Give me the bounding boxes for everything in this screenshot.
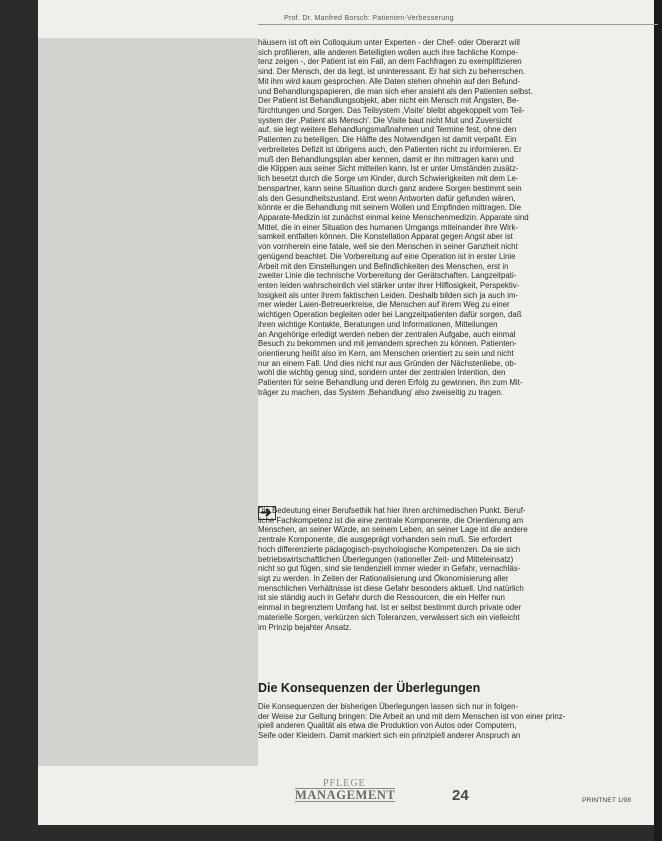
text-line: sind. Der Mensch, der da liegt, ist uninteressant. Er hat sich zu beherrschen. bbox=[258, 67, 526, 77]
text-line: muß den Behandlungsplan aber kennen, damit er ihn mittragen kann und bbox=[258, 154, 514, 164]
text-line: die Klippen aus seiner Sicht mitteilen kann. Ist er unter Umständen zusätz- bbox=[258, 164, 519, 174]
text-line: Besuch zu bekommen und mit jemandem sprechen zu können. Patienten- bbox=[258, 339, 517, 349]
text-line: Mittel, die in einer Situation des humanen Umgangs miteinander ihre Wirk- bbox=[258, 222, 519, 232]
text-line: und Behandlungspapieren, die man sich eher ansieht als den Patienten selbst. bbox=[258, 86, 533, 96]
text-line: mer wieder Laien-Betreuerkreise, die Menschen auf ihrem Weg zu einer bbox=[258, 300, 510, 310]
text-line: nur an einem Fall. Und dies nicht nur aus Gründen der Nächstenliebe, ob- bbox=[258, 358, 517, 368]
text-line: materielle Sorgen, verkürzen sich Toleranzen, verwässert sich ein vielleicht bbox=[258, 612, 520, 622]
issue-label: PRINTNET 1/98 bbox=[582, 797, 631, 804]
body-paragraph-3 bbox=[258, 702, 656, 741]
text-line: orientierung heißt also im Kern, am Menschen orientiert zu sein und nicht bbox=[258, 349, 514, 358]
section-heading: Die Konsequenzen der Überlegungen bbox=[258, 681, 481, 695]
text-line: Seife oder Kleidern. Damit markiert sich ein prinzipiell anderer Anspruch an bbox=[258, 731, 521, 741]
text-line: benspartner, kann seine Situation durch ganz andere Sorgen bestimmt sein bbox=[258, 183, 522, 193]
journal-logo bbox=[295, 778, 415, 802]
text-line: einmal in begrenztem Umfang hat. Ist er selbst bestimmt durch private oder bbox=[258, 603, 522, 613]
text-line: Mit ihm wird kaum gesprochen. Alle Daten stehen ohnehin auf den Befund- bbox=[258, 76, 520, 86]
running-head: Prof. Dr. Manfred Borsch: Patienten-Verbesserung bbox=[284, 13, 454, 22]
text-line: könnte er die Behandlung mit seinem Wollen und Empfinden mittragen. Die bbox=[258, 203, 522, 213]
text-line: fürchtungen und Sorgen. Das Teilsystem ‚Visite' bleibt abgekoppelt vom Teil- bbox=[258, 106, 525, 116]
text-line: wohl die wichtig genug sind, sondern unter der zentralen Intention, den bbox=[258, 368, 506, 378]
text-line: im Prinzip bejahter Ansatz. bbox=[258, 622, 352, 632]
text-line: als den Gesundheitszustand. Erst wenn Antworten dafür gefunden wären, bbox=[258, 193, 516, 203]
text-line: häusern ist oft ein Colloquium unter Experten - der Chef- oder Oberarzt will bbox=[258, 38, 520, 47]
text-line: hoch differenzierte pädagogisch-psychologische Kompetenzen. Da sie sich bbox=[258, 544, 521, 554]
body-paragraph-1 bbox=[258, 38, 656, 398]
text-line: Die Bedeutung einer Berufsethik hat hier ihren archimedischen Punkt. Beruf- bbox=[258, 506, 526, 515]
text-line: an Angehörige erledigt werden neben der zentralen Aufgabe, auch einmal bbox=[258, 329, 516, 339]
text-line: ihren wichtige Kontakte, Beratungen und Informationen, Mitteilungen bbox=[258, 319, 498, 329]
text-line: betriebswirtschaftlichen Überlegungen (rationeller Zeit- und Mitteleinsatz) bbox=[258, 554, 514, 564]
text-line: Patienten zu beteiligen. Die Hälfte des Notwendigen ist damit verpaßt. Ein bbox=[258, 135, 517, 145]
text-line: enten leiden wahrscheinlich viel stärker unter ihrer Hilflosigkeit, Perspektiv- bbox=[258, 280, 520, 290]
text-line: liche Fachkompetenz ist die eine zentrale Komponente, die Orientierung am bbox=[258, 515, 524, 525]
header-rule bbox=[258, 24, 658, 25]
text-line: samkeit entfalten können. Die Konstellation Apparat gegen Angst aber ist bbox=[258, 232, 513, 242]
text-line: nicht so gut fügen, sind sie tendenziell immer wieder in Gefahr, vernachläs- bbox=[258, 564, 521, 574]
text-line: menschlichen Verhältnisse ist diese Gefahr besonders aktuell. Und natürlich bbox=[258, 583, 524, 593]
left-margin-strip bbox=[38, 38, 258, 766]
text-line: lich besetzt durch die Sorge um Kinder, durch Schwierigkeiten mit dem Le- bbox=[258, 174, 519, 184]
logo-main-text: MANAGEMENT bbox=[295, 788, 396, 802]
text-line: Menschen, an seiner Würde, an seinem Leben, an seiner Lage ist die andere bbox=[258, 525, 528, 535]
text-line: Die Konsequenzen der bisherigen Überlegungen lassen sich nur in folgen- bbox=[258, 702, 519, 711]
logo-top-text: PFLEGE bbox=[323, 778, 366, 789]
text-line: Der Patient ist Behandlungsobjekt, aber nicht ein Mensch mit Ängsten, Be- bbox=[258, 96, 519, 106]
text-line: träger zu machen, das System ‚Behandlung' also zweiseitig zu tragen. bbox=[258, 387, 503, 397]
text-line: zweiter Linie die technische Vorbereitung der Gerätschaften. Langzeitpati- bbox=[258, 271, 517, 281]
text-line: genügend beachtet. Die Vorbereitung auf eine Operation ist in erster Linie bbox=[258, 251, 516, 261]
body-paragraph-2 bbox=[258, 506, 656, 632]
text-line: tenz zeigen -, der Patient ist ein Fall, an dem Fachfragen zu exemplifizieren bbox=[258, 57, 522, 67]
text-line: sigt zu werden. In Zeiten der Rationalisierung und Ökonomisierung aller bbox=[258, 574, 509, 584]
text-line: von vornherein eine fatale, weil sie den Menschen in seiner Ganzheit nicht bbox=[258, 242, 518, 252]
text-line: Apparate-Medizin ist zunächst einmal keine Menschenmedizin. Apparate sind bbox=[258, 212, 529, 222]
text-line: sich profilieren, alle anderen Beteiligten wollen auch ihre fachliche Kompe- bbox=[258, 47, 519, 57]
text-line: zentrale Komponente, die ausgeprägt vorhanden sein muß. Sie erfordert bbox=[258, 535, 512, 545]
text-line: verbreitetes Defizit ist übrigens auch, den Patienten nicht zu informieren. Er bbox=[258, 144, 522, 154]
text-line: Patienten für seine Behandlung und deren Erfolg zu gewinnen, ihn zum Mit- bbox=[258, 378, 523, 388]
text-line: system der ‚Patient als Mensch'. Die Visite baut nicht Mut und Zuversicht bbox=[258, 115, 512, 125]
text-line: ipiell anderen Qualität als etwa die Produktion von Autos oder Computern, bbox=[258, 721, 517, 731]
text-line: Arbeit mit den Einstellungen und Befindlichkeiten des Menschen, erst in bbox=[258, 261, 509, 271]
text-line: der Weise zur Geltung bringen: Die Arbeit an und mit dem Menschen ist von einer prinz- bbox=[258, 711, 566, 721]
page-number: 24 bbox=[452, 787, 469, 804]
text-line: wichtigen Operation begleiten oder bei Langzeitpatienten dafür sorgen, daß bbox=[258, 310, 522, 320]
text-line: losigkeit als unter ihrem faktischen Leiden. Deshalb bilden sich ja auch im- bbox=[258, 290, 519, 300]
text-line: auf, sie legt weitere Behandlungsmaßnahmen und Termine fest, ohne den bbox=[258, 125, 517, 135]
text-line: ist sie ständig auch in Gefahr durch die Ressourcen, die ein Helfer nun bbox=[258, 593, 505, 603]
